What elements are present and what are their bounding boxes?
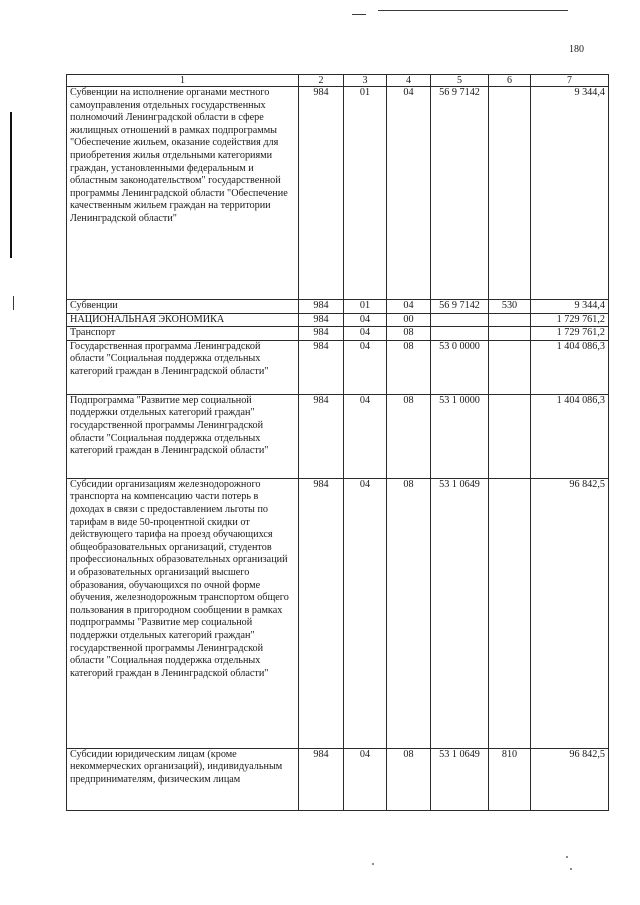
subsection-code: 04 xyxy=(387,300,431,314)
section-code: 04 xyxy=(344,748,387,810)
table-header-row xyxy=(67,75,609,87)
target-code: 56 9 7142 xyxy=(431,87,489,300)
section-code: 01 xyxy=(344,300,387,314)
scan-artifact-margin-mark xyxy=(13,296,14,310)
target-code: 56 9 7142 xyxy=(431,300,489,314)
ministry-code: 984 xyxy=(299,87,344,300)
column-header: 4 xyxy=(387,75,431,87)
target-code xyxy=(431,313,489,327)
column-header: 2 xyxy=(299,75,344,87)
table-row xyxy=(67,327,609,341)
column-header: 3 xyxy=(344,75,387,87)
scan-artifact-line xyxy=(378,10,568,11)
ministry-code: 984 xyxy=(299,340,344,394)
ministry-code: 984 xyxy=(299,394,344,478)
table-row xyxy=(67,340,609,394)
section-code: 04 xyxy=(344,394,387,478)
subsection-code: 08 xyxy=(387,478,431,748)
amount: 1 729 761,2 xyxy=(531,327,609,341)
table-row xyxy=(67,313,609,327)
section-code: 04 xyxy=(344,478,387,748)
target-code: 53 1 0649 xyxy=(431,748,489,810)
ministry-code: 984 xyxy=(299,313,344,327)
scan-artifact-dot xyxy=(570,868,572,870)
column-header: 6 xyxy=(489,75,531,87)
table-row xyxy=(67,478,609,748)
table-row xyxy=(67,300,609,314)
target-code xyxy=(431,327,489,341)
row-description: НАЦИОНАЛЬНАЯ ЭКОНОМИКА xyxy=(67,313,299,327)
amount: 9 344,4 xyxy=(531,300,609,314)
row-description: Субсидии организациям железнодорожного транспорта на компенсацию части потерь в доходах в связи с предоставлением льготы по тарифам в виде 50-процентной скидки от действующего тарифа на проезд обучающихся общеобразовательных организаций, студентов профессиональных образовательных организаций и образовательных организаций высшего образования, обучающихся по очной форме обучения, железнодорожным транспортом общего пользования в пригородном сообщении в рамках подпрограммы "Развитие мер социальной поддержки отдельных категорий граждан" государственной программы Ленинградской области "Социальная поддержка отдельных категорий граждан в Ленинградской области" xyxy=(67,478,299,748)
expense-type-code xyxy=(489,340,531,394)
table-row xyxy=(67,394,609,478)
row-description: Субвенции xyxy=(67,300,299,314)
scan-artifact-line xyxy=(352,14,366,15)
target-code: 53 1 0649 xyxy=(431,478,489,748)
subsection-code: 04 xyxy=(387,87,431,300)
subsection-code: 08 xyxy=(387,340,431,394)
section-code: 04 xyxy=(344,327,387,341)
expense-type-code xyxy=(489,478,531,748)
table-row xyxy=(67,748,609,810)
subsection-code: 08 xyxy=(387,394,431,478)
target-code: 53 1 0000 xyxy=(431,394,489,478)
target-code: 53 0 0000 xyxy=(431,340,489,394)
column-header: 1 xyxy=(67,75,299,87)
section-code: 04 xyxy=(344,340,387,394)
ministry-code: 984 xyxy=(299,478,344,748)
ministry-code: 984 xyxy=(299,748,344,810)
budget-table xyxy=(66,74,609,811)
row-description: Транспорт xyxy=(67,327,299,341)
row-description: Подпрограмма "Развитие мер социальной поддержки отдельных категорий граждан" государственной программы Ленинградской области "Социальная поддержка отдельных категорий граждан в Ленинградской области" xyxy=(67,394,299,478)
amount: 96 842,5 xyxy=(531,748,609,810)
section-code: 04 xyxy=(344,313,387,327)
expense-type-code xyxy=(489,87,531,300)
amount: 1 729 761,2 xyxy=(531,313,609,327)
page-number: 180 xyxy=(569,44,584,55)
section-code: 01 xyxy=(344,87,387,300)
column-header: 7 xyxy=(531,75,609,87)
scan-artifact-dot xyxy=(372,863,374,865)
expense-type-code xyxy=(489,394,531,478)
scan-artifact-dot xyxy=(566,856,568,858)
subsection-code: 00 xyxy=(387,313,431,327)
amount: 1 404 086,3 xyxy=(531,340,609,394)
expense-type-code: 810 xyxy=(489,748,531,810)
expense-type-code xyxy=(489,327,531,341)
expense-type-code: 530 xyxy=(489,300,531,314)
row-description: Государственная программа Ленинградской области "Социальная поддержка отдельных категорий граждан в Ленинградской области" xyxy=(67,340,299,394)
amount: 9 344,4 xyxy=(531,87,609,300)
ministry-code: 984 xyxy=(299,300,344,314)
amount: 1 404 086,3 xyxy=(531,394,609,478)
row-description: Субвенции на исполнение органами местного самоуправления отдельных государственных полномочий Ленинградской области в сфере жилищных отношений в рамках подпрограммы "Обеспечение жильем, оказание содействия для приобретения жилья отдельными категориями граждан, установленными федеральным и областным законодательством" государственной программы Ленинградской области "Обеспечение качественным жильем граждан на территории Ленинградской области" xyxy=(67,87,299,300)
subsection-code: 08 xyxy=(387,327,431,341)
ministry-code: 984 xyxy=(299,327,344,341)
row-description: Субсидии юридическим лицам (кроме некоммерческих организаций), индивидуальным предпринимателям, физическим лицам xyxy=(67,748,299,810)
amount: 96 842,5 xyxy=(531,478,609,748)
column-header: 5 xyxy=(431,75,489,87)
table-row xyxy=(67,87,609,300)
expense-type-code xyxy=(489,313,531,327)
scan-artifact-margin-mark xyxy=(10,112,12,258)
subsection-code: 08 xyxy=(387,748,431,810)
